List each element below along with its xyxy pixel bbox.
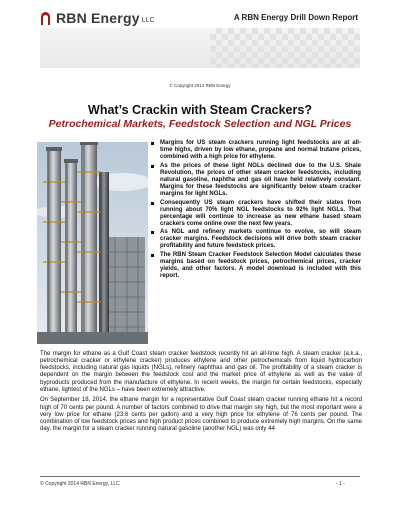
body-paragraph: On September 18, 2014, the ethane margin for a representative Gulf Coast steam cracker running ethane hit a record high of 70 cents per pound. A number of factors combined to drive that margin sky high, but the most important were a very low price for ethane (23.6 cents per gallon) and a very high price for ethylene of 76 cents per pound. The combination of low feedstock prices and high product prices combined to produce extremely high margins. On the same day, the margin for a steam cracker running natural gasoline (another NGL) was only 44 — [40, 397, 362, 433]
page-number: - 1 - — [336, 481, 345, 487]
bullet-item: Consequently US steam crackers have shifted their slates from running about 70% light NGL feedstocks to 92% light NGLs. That percentage will continue to increase as new ethane based steam crackers come online over the next few years. — [151, 200, 361, 228]
bullet-item: As the prices of these light NGLs declined due to the U.S. Shale Revolution, the prices of other steam cracker feedstocks, including natural gasoline, naphtha and gas oil have held relatively constant. Margins for these feedstocks are significantly below steam cracker margins for light NGLs. — [151, 163, 361, 198]
rbn-logo — [40, 10, 155, 26]
key-points — [151, 140, 361, 282]
article-title: What’s Crackin with Steam Crackers? — [88, 103, 312, 117]
bullet-item: The RBN Steam Cracker Feedstock Selection Model calculates these margins based on feedstock prices, petrochemical prices, cracker yields, and other factors. A model download is included with this report. — [151, 252, 361, 280]
article-subtitle: Petrochemical Markets, Feedstock Selection and NGL Prices — [48, 118, 352, 130]
header-copyright: © Copyright 2014 RBN Energy — [169, 83, 231, 88]
header-pattern — [210, 28, 360, 68]
refinery-photo — [37, 142, 148, 344]
report-title: A RBN Energy Drill Down Report — [233, 13, 358, 22]
footer-copyright: © Copyright 2014 RBN Energy, LLC — [40, 481, 120, 487]
brand-name: RBN Energy — [56, 10, 140, 26]
article-body — [40, 351, 362, 437]
header-band — [40, 28, 360, 68]
rbn-logo-icon — [40, 10, 54, 26]
brand-suffix: LLC — [141, 16, 155, 24]
bullet-item: Margins for US steam crackers running light feedstocks are at all-time highs, driven by low ethane, propane and normal butane prices, combined with a high price for ethylene. — [151, 140, 361, 161]
footer-divider — [40, 476, 360, 477]
bullet-item: As NGL and refinery markets continue to evolve, so will steam cracker margins. Feedstock decisions will drive both steam cracker profitability and future feedstock prices. — [151, 229, 361, 250]
body-paragraph: The margin for ethane as a Gulf Coast steam cracker feedstock recently hit an all-time high. A steam cracker (a.k.a., petrochemical cracker or ethylene cracker) produces ethylene and other petrochemicals from liquid hydrocarbon feedstocks, including natural gas liquids (NGLs), refinery naphthas and gas oil. The profitability of a steam cracker is dependent on the margin between the feedstock cost and the market price of ethylene as well as the value of byproducts produced from the manufacture of ethylene. In recent weeks, the margin for certain feedstocks, especially ethane, lightest of the NGLs – have been extremely attractive. — [40, 351, 362, 393]
